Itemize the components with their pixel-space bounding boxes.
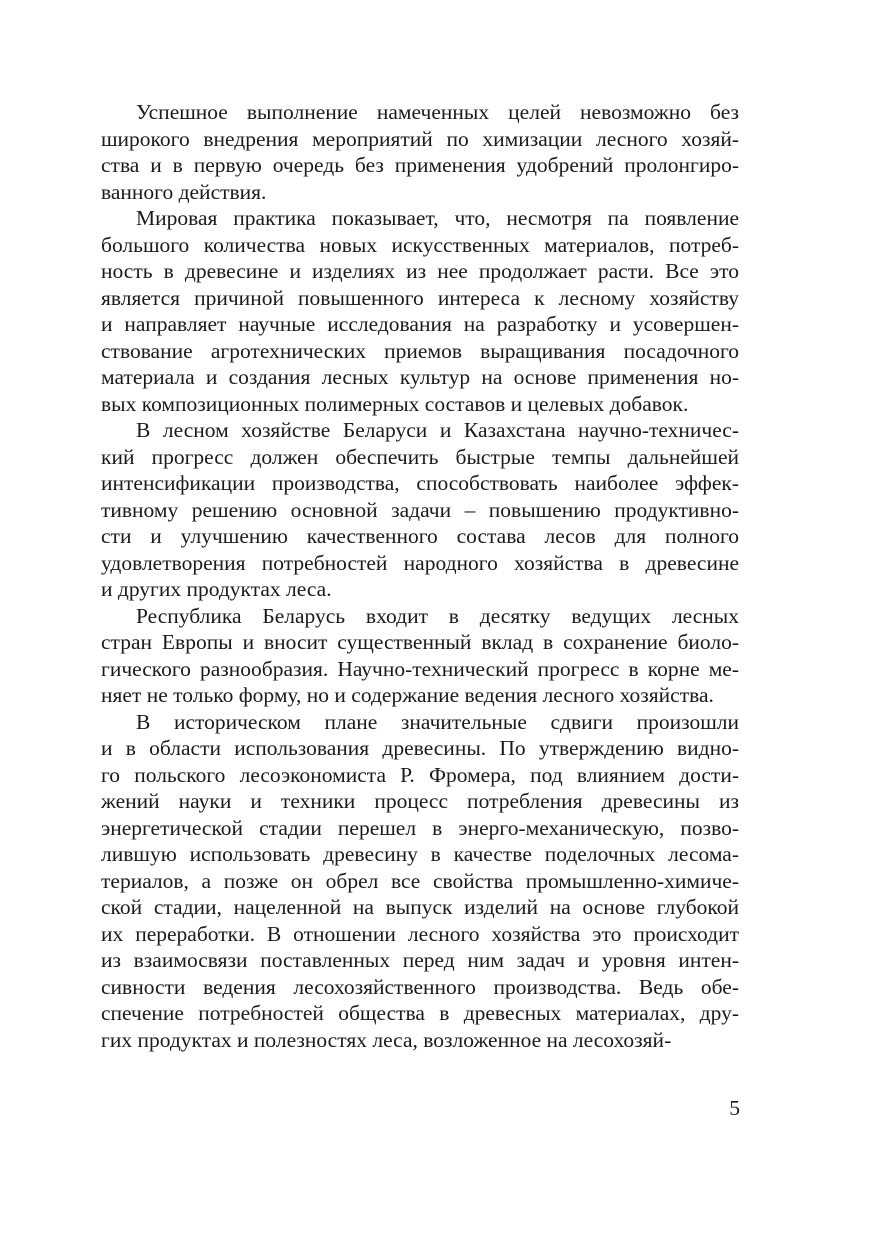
text-line: жений науки и техники процесс потребления древесины из xyxy=(101,789,739,813)
text-line: гического разнообразия. Научно-технический прогресс в корне ме- xyxy=(101,656,739,681)
text-line: гих продуктах и полезностях леса, возложенное на лесохозяй- xyxy=(101,1027,672,1052)
text-line: няет не только форму, но и содержание ведения лесного хозяйства. xyxy=(101,683,714,707)
text-line: стран Европы и вносит существенный вклад в сохранение биоло- xyxy=(101,630,739,654)
text-line: и других продуктах леса. xyxy=(101,577,332,601)
text-line: Мировая практика показывает, что, несмотря па появление xyxy=(136,206,739,230)
text-line: Республика Беларусь входит в десятку ведущих лесных xyxy=(136,603,739,628)
text-line: лившую использовать древесину в качестве поделочных лесома- xyxy=(101,842,739,866)
text-line: сивности ведения лесохозяйственного производства. Ведь обе- xyxy=(101,974,739,999)
paragraph xyxy=(101,205,739,417)
text-line: В лесном хозяйстве Беларуси и Казахстана научно-техничес- xyxy=(136,418,739,442)
text-line: и направляет научные исследования на разработку и усовершен- xyxy=(101,312,739,336)
paragraph xyxy=(101,709,739,1054)
text-line: ской стадии, нацеленной на выпуск изделий на основе глубокой xyxy=(101,895,739,919)
paragraph xyxy=(101,99,739,205)
body-text xyxy=(101,99,739,1053)
text-line: сти и улучшению качественного состава лесов для полного xyxy=(101,524,739,548)
text-line: вых композиционных полимерных составов и целевых добавок. xyxy=(101,391,689,416)
text-line: энергетической стадии перешел в энерго-механическую, позво- xyxy=(101,815,739,840)
text-line: и в области использования древесины. По утверждению видно- xyxy=(101,736,739,760)
text-line: из взаимосвязи поставленных перед ним задач и уровня интен- xyxy=(101,948,739,972)
text-line: ванного действия. xyxy=(101,179,267,204)
text-line: материала и создания лесных культур на основе применения но- xyxy=(101,365,739,389)
text-line: большого количества новых искусственных материалов, потреб- xyxy=(101,232,739,257)
text-line: Успешное выполнение намеченных целей невозможно без xyxy=(136,100,739,124)
text-line: кий прогресс должен обеспечить быстрые темпы дальнейшей xyxy=(101,444,739,469)
text-line: удовлетворения потребностей народного хозяйства в древесине xyxy=(101,550,739,575)
text-line: является причиной повышенного интереса к лесному хозяйству xyxy=(101,285,739,310)
text-line: тивному решению основной задачи – повышению продуктивно- xyxy=(101,497,739,522)
text-line: широкого внедрения мероприятий по химизации лесного хозяй- xyxy=(101,126,739,151)
text-line: их переработки. В отношении лесного хозяйства это происходит xyxy=(101,921,739,946)
text-line: интенсификации производства, способствовать наиболее эффек- xyxy=(101,471,739,495)
text-line: ность в древесине и изделиях из нее продолжает расти. Все это xyxy=(101,259,739,283)
text-line: ства и в первую очередь без применения удобрений пролонгиро- xyxy=(101,153,739,177)
text-line: ствование агротехнических приемов выращивания посадочного xyxy=(101,338,739,363)
paragraph xyxy=(101,603,739,709)
text-line: го польского лесоэкономиста Р. Фромера, под влиянием дости- xyxy=(101,762,739,787)
text-line: териалов, а позже он обрел все свойства промышленно-химиче- xyxy=(101,868,739,893)
paragraph xyxy=(101,417,739,603)
text-line: спечение потребностей общества в древесных материалах, дру- xyxy=(101,1001,739,1025)
text-line: В историческом плане значительные сдвиги произошли xyxy=(136,709,739,734)
page-number: 5 xyxy=(729,1096,740,1120)
